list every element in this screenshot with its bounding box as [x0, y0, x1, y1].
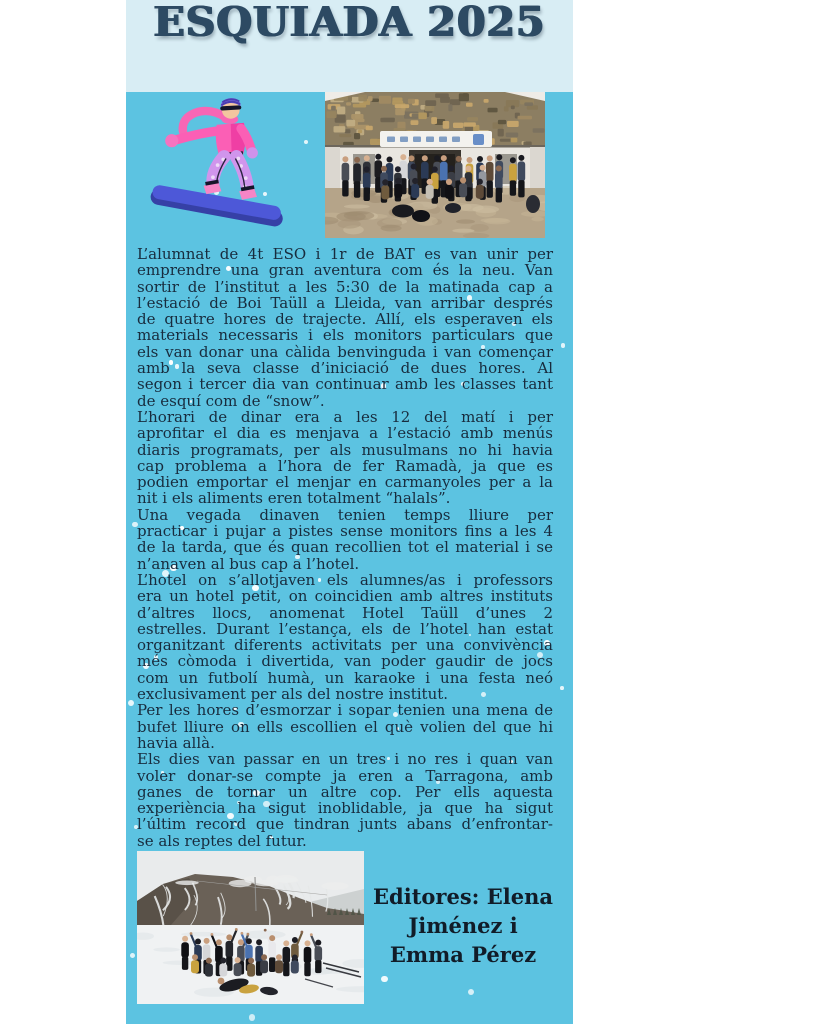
page-title: ESQUIADA 2025: [153, 0, 546, 46]
snow-dot: [381, 976, 387, 982]
snow-dot: [130, 953, 135, 958]
text-line: cap problema a l’hora de fer Ramadà, ja que es: [137, 456, 553, 475]
text-line: Per les hores d’esmorzar i sopar tenien una mena de: [137, 701, 553, 720]
text-line: organitzant diferents activitats per una convivència: [137, 636, 553, 655]
mountain-group-photo-svg: [137, 851, 364, 1004]
text-line: L’hotel on s’allotjaven els alumnes/as i professors: [137, 570, 553, 589]
mountain-group-photo: [137, 851, 364, 1004]
editors-line: Emma Pérez: [389, 942, 537, 967]
text-line: havia allà.: [137, 733, 215, 752]
text-line: més còmoda i divertida, van poder gaudir de jocs: [137, 652, 553, 671]
main-blue-area: [126, 92, 573, 1024]
text-line: Els dies van passar en un tres i no res i quan van: [137, 750, 553, 769]
text-line: nit i els aliments eren totalment “halals”.: [137, 489, 451, 508]
text-line: sortir de l’institut a les 5:30 de la matinada cap a: [137, 277, 553, 296]
hotel-group-photo: [325, 92, 545, 238]
text-line: l’estació de Boi Taüll a Lleida, van arribar després: [137, 293, 553, 312]
text-line: segon i tercer dia van continuar amb les classes tant: [137, 375, 553, 394]
header-band: [126, 0, 573, 92]
text-line: L’alumnat de 4t ESO i 1r de BAT es van unir per: [137, 245, 553, 263]
text-line: de la tarda, que és quan recollien tot el material i se: [137, 538, 553, 557]
text-line: estrelles. Durant l’estança, els de l’hotel han estat: [137, 619, 553, 638]
text-line: Una vegada dinaven tenien temps lliure per: [137, 505, 553, 524]
text-line: bufet lliure on ells escollien el què volien del que hi: [137, 717, 553, 736]
text-line: voler donar-se compte ja eren a Tarragona, amb: [137, 766, 553, 785]
text-line: era un hotel petit, on coincidien amb altres instituts: [137, 587, 553, 606]
editors-line: Jiménez i: [408, 913, 518, 938]
text-line: de esquí com de “snow”.: [137, 391, 325, 410]
text-line: aprofitar el dia es menjava a l’estació amb menús: [137, 424, 553, 443]
text-line: podien emportar el menjar en carmanyoles per a la: [137, 473, 553, 492]
text-line: n’anaven al bus cap a l’hotel.: [137, 554, 360, 573]
text-line: els van donar una càlida benvinguda i van començar: [137, 342, 553, 361]
text-line: L’horari de dinar era a les 12 del matí i per: [137, 407, 553, 426]
snow-dot: [561, 343, 565, 347]
text-line: amb la seva classe d’iniciació de dues hores. Al: [137, 359, 553, 378]
text-line: experiència ha sigut inoblidable, ja que ha sigut: [137, 799, 553, 818]
text-line: emprendre una gran aventura com és la neu. Van: [137, 261, 553, 280]
text-line: exclusivament per als del nostre institut.: [137, 685, 449, 704]
text-line: d’altres llocs, anomenat Hotel Taüll d’unes 2: [137, 603, 553, 622]
hotel-group-photo-svg: [325, 92, 545, 238]
snowboarder-icon: [138, 96, 316, 236]
snow-dot: [249, 1014, 255, 1020]
text-line: com un futbolí humà, un karaoke i una festa neó: [137, 668, 553, 687]
text-line: materials necessaris i els monitors particulars que: [137, 326, 553, 345]
snow-dot: [468, 989, 475, 996]
text-line: se als reptes del futur.: [137, 831, 307, 850]
snowboarder-illustration: [138, 96, 316, 236]
snow-dot: [128, 700, 134, 706]
text-line: de quatre hores de trajecte. Allí, els esperaven els: [137, 310, 553, 329]
editors-line: Editores: Elena: [373, 884, 553, 909]
editors-credit: [368, 882, 558, 969]
content-column: [126, 0, 573, 1024]
text-line: practicar i pujar a pistes sense monitors fins a les 4: [137, 522, 553, 541]
snow-dot: [560, 686, 564, 690]
text-line: diaris programats, per als musulmans no hi havia: [137, 440, 553, 459]
text-line: ganes de tornar un altre cop. Per ells aquesta: [137, 782, 553, 801]
article-text: [137, 246, 553, 849]
text-line: l’últim record que tindran junts abans d’enfrontar-: [137, 815, 553, 834]
